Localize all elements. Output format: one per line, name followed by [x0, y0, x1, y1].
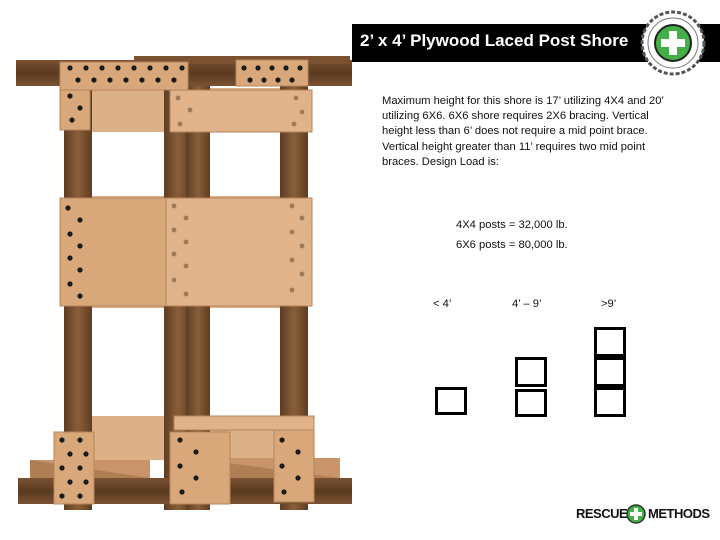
- brace-box-triple-top: [594, 327, 626, 357]
- brace-box-triple-mid: [594, 357, 626, 387]
- plus-icon: [626, 504, 646, 524]
- load-6x6: 6X6 posts = 80,000 lb.: [456, 239, 568, 251]
- footer-logo: [576, 504, 712, 528]
- load-4x4: 4X4 posts = 32,000 lb.: [456, 219, 568, 231]
- gusset-bottom-back: [174, 416, 314, 430]
- height-label-over-9: >9’: [601, 298, 617, 310]
- height-label-under-4: < 4’: [433, 298, 452, 310]
- gusset-top-right: [236, 60, 308, 86]
- gusset-top-left-lower: [60, 90, 90, 130]
- brace-box-double-bottom: [515, 389, 547, 417]
- description-text: Maximum height for this shore is 17’ utilizing 4X4 and 20’ utilizing 6X6. 6X6 shore requires 2X6 bracing. Vertical height less than 6’ does not require a mid point brace. Vertical height greater than 11’ requires two mid point braces. Design Load is:: [382, 95, 664, 168]
- footer-logo-left: RESCUE: [576, 506, 628, 521]
- gear-badge-icon: [640, 10, 706, 76]
- footer-logo-right: METHODS: [648, 506, 710, 521]
- brace-box-double-top: [515, 357, 547, 387]
- height-label-4-to-9: 4’ – 9’: [512, 298, 542, 310]
- brace-box-single: [435, 387, 467, 415]
- gusset-top-left: [60, 62, 188, 90]
- brace-box-triple-bottom: [594, 387, 626, 417]
- page-title: 2’ x 4’ Plywood Laced Post Shore: [360, 31, 629, 50]
